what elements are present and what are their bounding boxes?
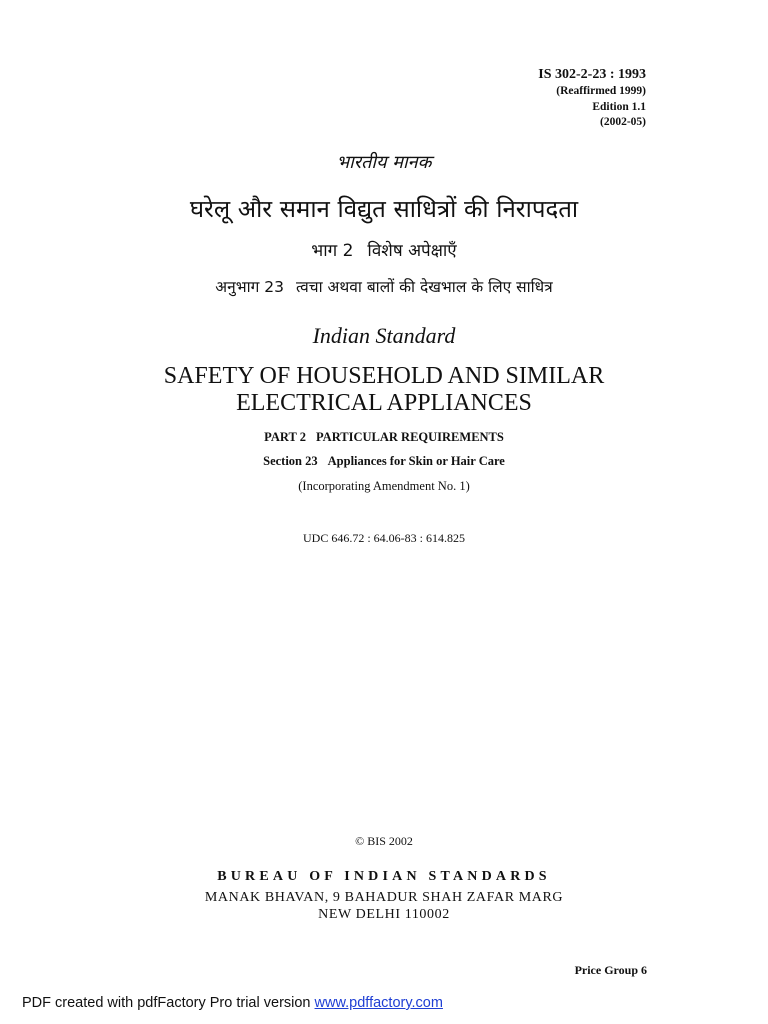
- price-group: Price Group 6: [574, 963, 647, 977]
- edition-date: (2002-05): [600, 116, 646, 128]
- hindi-standard-label: भारतीय मानक: [336, 152, 432, 173]
- english-title-line1: SAFETY OF HOUSEHOLD AND SIMILAR: [163, 363, 605, 389]
- english-section-text: Appliances for Skin or Hair Care: [327, 454, 505, 468]
- publisher-address-line2: NEW DELHI 110002: [318, 907, 450, 922]
- english-part-heading: [0, 430, 768, 445]
- edition-label: Edition 1.1: [592, 100, 646, 113]
- english-title: [0, 363, 768, 417]
- english-part-prefix: PART 2: [264, 430, 306, 444]
- standard-meta-block: [538, 66, 646, 131]
- pdffactory-link[interactable]: www.pdffactory.com: [314, 995, 443, 1011]
- hindi-section-text: त्वचा अथवा बालों की देखभाल के लिए साधित्र: [296, 278, 553, 296]
- english-part-text: PARTICULAR REQUIREMENTS: [315, 430, 504, 444]
- copyright-line: © BIS 2002: [355, 834, 413, 848]
- hindi-part-heading: [0, 238, 768, 261]
- english-section-prefix: Section 23: [263, 454, 318, 468]
- hindi-title: घरेलू और समान विद्युत साधित्रों की निरापदता: [189, 195, 579, 223]
- hindi-section-prefix: अनुभाग 23: [215, 278, 285, 296]
- english-title-line2: ELECTRICAL APPLIANCES: [236, 390, 532, 416]
- publisher-address-line1: MANAK BHAVAN, 9 BAHADUR SHAH ZAFAR MARG: [204, 890, 564, 905]
- reaffirmed-note: (Reaffirmed 1999): [556, 85, 646, 97]
- amendment-note: (Incorporating Amendment No. 1): [298, 479, 470, 493]
- hindi-part-prefix: भाग 2: [311, 241, 354, 261]
- publisher-name: BUREAU OF INDIAN STANDARDS: [217, 869, 551, 884]
- pdf-footer-text: PDF created with pdfFactory Pro trial version: [22, 995, 315, 1011]
- hindi-section-heading: [0, 275, 768, 297]
- english-section-heading: [0, 454, 768, 469]
- udc-code: UDC 646.72 : 64.06-83 : 614.825: [303, 531, 465, 545]
- standard-number: IS 302-2-23 : 1993: [538, 67, 646, 82]
- hindi-part-text: विशेष अपेक्षाएँ: [367, 241, 457, 261]
- pdf-footer: [22, 995, 443, 1011]
- english-standard-label: Indian Standard: [312, 323, 456, 348]
